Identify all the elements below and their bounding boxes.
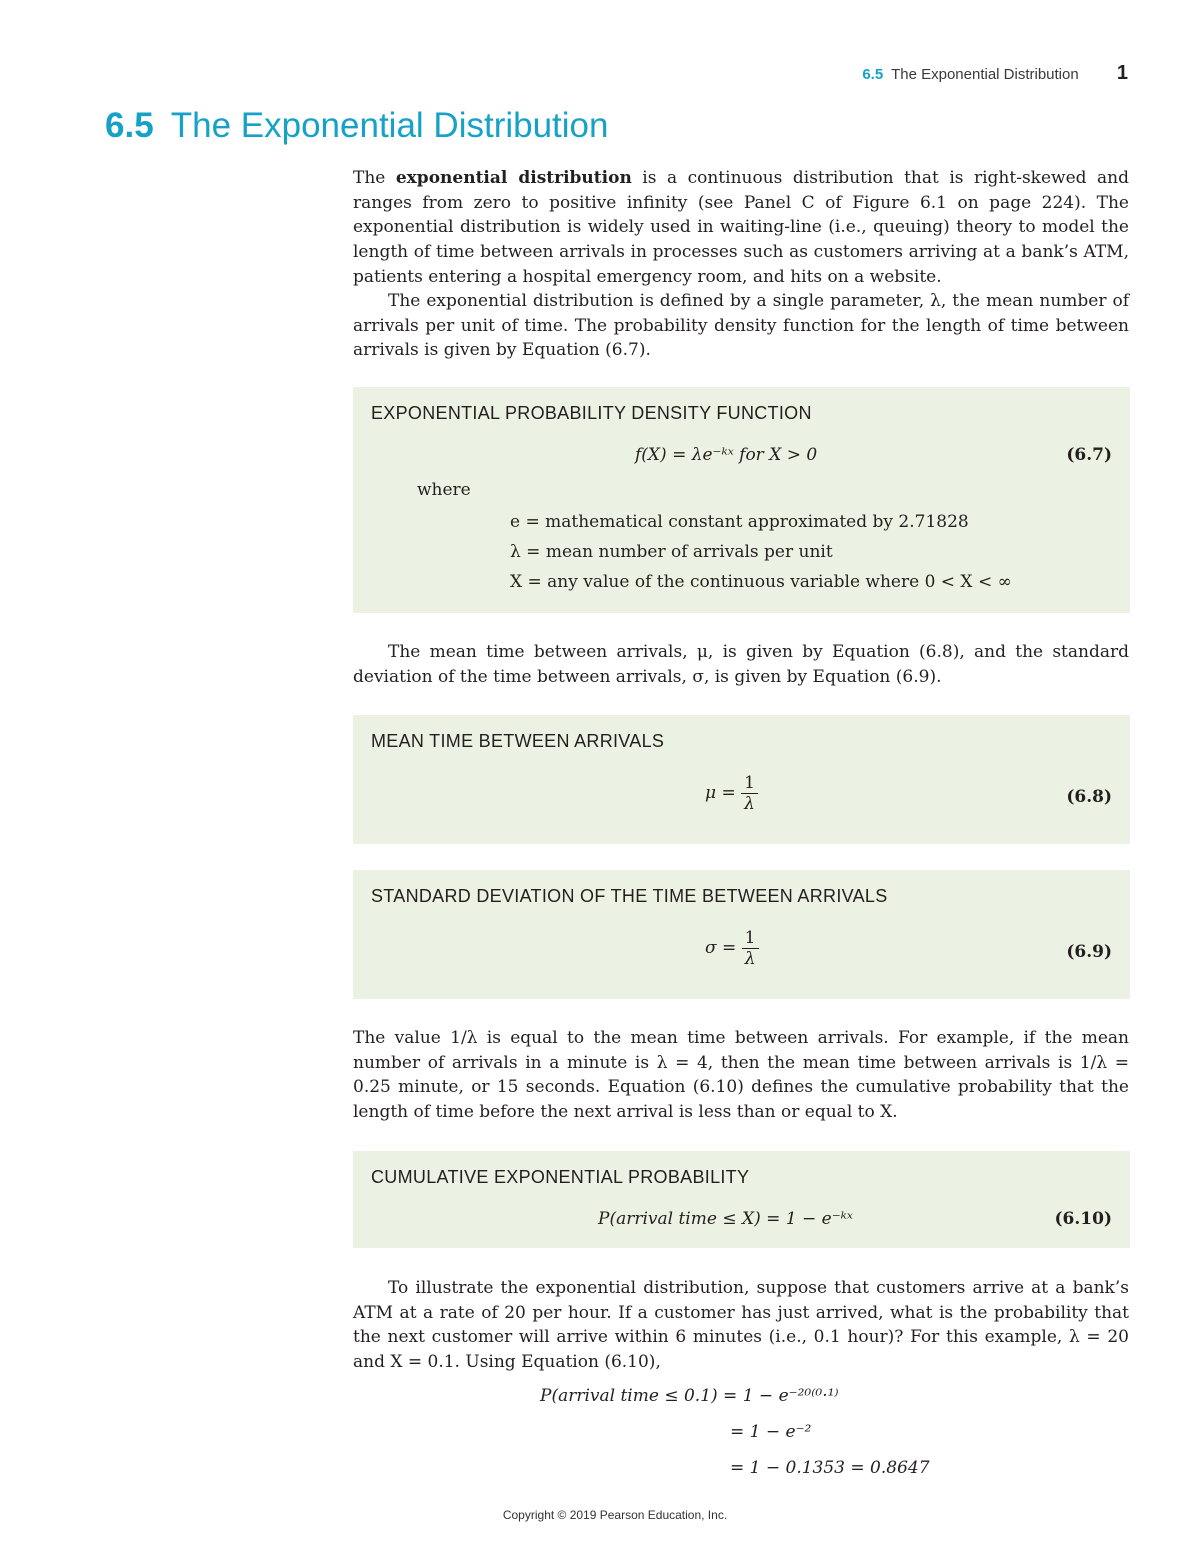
value-paragraph: The value 1/λ is equal to the mean time between arrivals. For example, if the mean number of arrivals in a minute is λ = 4, then the mean time between arrivals is 1/λ = 0.25 minute, or 15 seconds. Equation (6.10) defines the cumulative probability that the length of time before the next arrival is less than or equal to X.	[353, 1028, 1129, 1123]
mean-box	[353, 715, 1130, 844]
where-label: where	[417, 480, 471, 500]
cumulative-box	[353, 1151, 1130, 1248]
definitions-list	[510, 507, 1012, 597]
cumulative-equation: P(arrival time ≤ X) = 1 − e⁻ᵏˣ	[598, 1209, 853, 1229]
definition-e: e = mathematical constant approximated by 2.71828	[510, 512, 969, 532]
mean-fraction	[741, 773, 758, 814]
mean-lhs: μ =	[705, 783, 736, 803]
intro-body: is a continuous distribution that is right-skewed and ranges from zero to positive infinity (see Panel C of Figure 6.1 on page 224). The exponential distribution is widely used in waiting-line (i.e., queuing) theory to model the length of time between arrivals in processes such as customers arriving at a bank’s ATM, patients entering a hospital emergency room, and hits on a website.	[353, 168, 1130, 287]
copyright-footer: Copyright © 2019 Pearson Education, Inc.	[502, 1508, 728, 1522]
calc-line-1: P(arrival time ≤ 0.1) = 1 − e⁻²⁰⁽⁰·¹⁾	[540, 1386, 839, 1406]
section-title-number: 6.5	[105, 106, 154, 145]
mean-equation	[705, 773, 758, 814]
sd-equation	[705, 928, 759, 969]
sd-denominator: λ	[744, 949, 756, 969]
section-title	[105, 106, 609, 146]
mean-equation-number: (6.8)	[1066, 787, 1112, 807]
sd-box	[353, 870, 1130, 999]
calc-line-3: = 1 − 0.1353 = 0.8647	[730, 1458, 930, 1478]
intro-paragraph-1	[353, 166, 1129, 290]
sd-equation-number: (6.9)	[1066, 942, 1112, 962]
mean-paragraph: The mean time between arrivals, μ, is given by Equation (6.8), and the standard deviation of the time between arrivals, σ, is given by Equation (6.9).	[353, 642, 1129, 687]
key-term: exponential distribution	[395, 168, 632, 188]
pdf-equation-number: (6.7)	[1066, 445, 1112, 465]
sd-fraction	[742, 928, 759, 969]
definition-lambda: λ = mean number of arrivals per unit	[510, 542, 833, 562]
section-title-text: The Exponential Distribution	[170, 106, 609, 145]
pdf-box-heading: EXPONENTIAL PROBABILITY DENSITY FUNCTION	[371, 403, 812, 423]
intro-lead: The	[353, 168, 396, 188]
running-head-section-number: 6.5	[862, 66, 884, 83]
mean-box-heading: MEAN TIME BETWEEN ARRIVALS	[371, 731, 665, 751]
running-head-section-name: The Exponential Distribution	[891, 66, 1079, 83]
sd-lhs: σ =	[705, 938, 737, 958]
pdf-equation: f(X) = λe⁻ᵏˣ for X > 0	[635, 445, 818, 465]
sd-numerator: 1	[742, 928, 759, 949]
illustrate-paragraph: To illustrate the exponential distribution, suppose that customers arrive at a bank’s ATM at a rate of 20 per hour. If a customer has just arrived, what is the probability that the next customer will arrive within 6 minutes (i.e., 0.1 hour)? For this example, λ = 20 and X = 0.1. Using Equation (6.10),	[353, 1278, 1129, 1373]
mean-denominator: λ	[744, 794, 755, 814]
definition-x: X = any value of the continuous variable where 0 < X < ∞	[510, 572, 1012, 592]
intro-paragraph-2: The exponential distribution is defined by a single parameter, λ, the mean number of arrivals per unit of time. The probability density function for the length of time between arrivals is given by Equation (6.7).	[353, 291, 1129, 361]
cumulative-equation-number: (6.10)	[1054, 1209, 1112, 1229]
sd-box-heading: STANDARD DEVIATION OF THE TIME BETWEEN ARRIVALS	[371, 886, 888, 906]
page-number: 1	[1116, 62, 1128, 84]
mean-numerator: 1	[741, 773, 758, 794]
calc-line-2: = 1 − e⁻²	[730, 1422, 812, 1442]
running-head	[862, 62, 1128, 85]
pdf-box	[353, 387, 1130, 613]
cumulative-box-heading: CUMULATIVE EXPONENTIAL PROBABILITY	[371, 1167, 750, 1187]
